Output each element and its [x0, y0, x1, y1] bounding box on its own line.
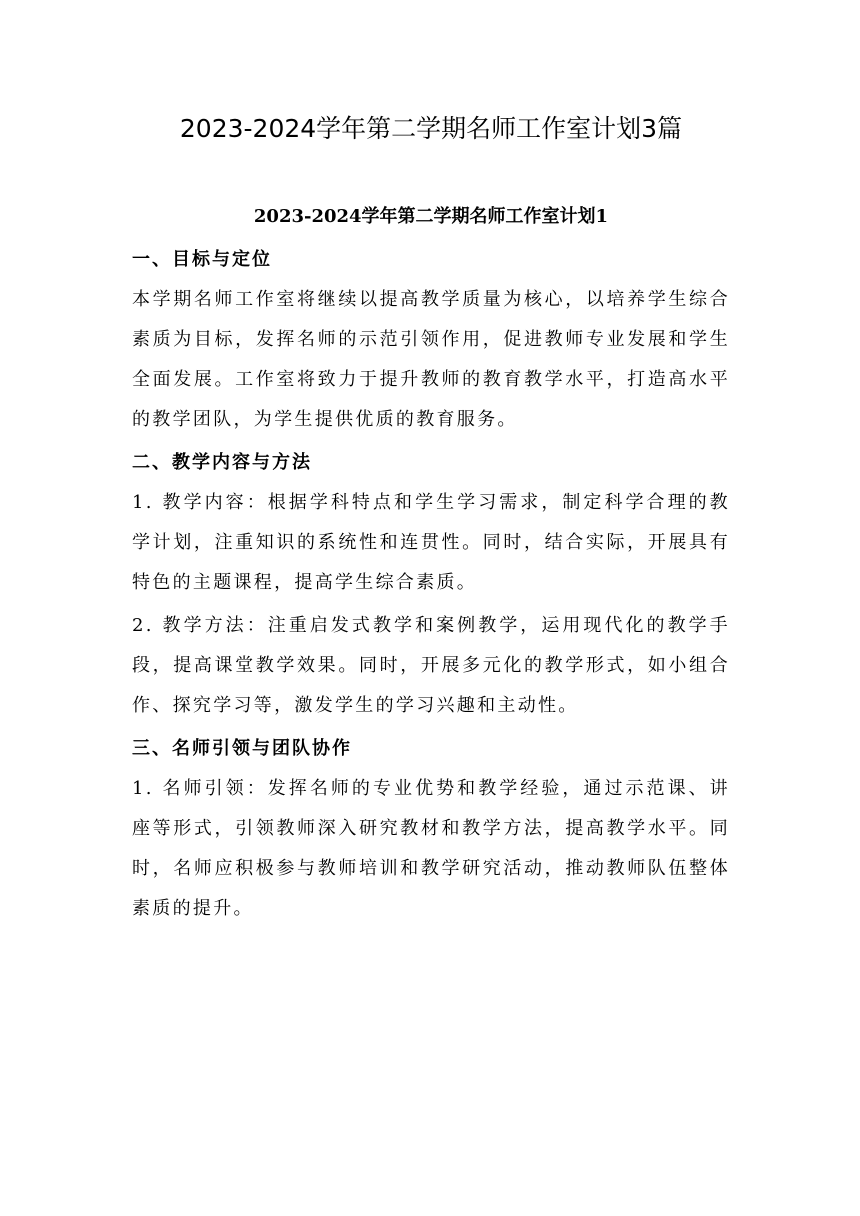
document-title: 2023-2024学年第二学期名师工作室计划3篇 — [179, 114, 683, 143]
paragraph-leadership: 1. 名师引领：发挥名师的专业优势和教学经验，通过示范课、讲座等形式，引领教师深入研究教材和教学方法，提高教学水平。同时，名师应积极参与教师培训和教学研究活动，推动教师队伍整体素质的提升。 — [132, 778, 730, 919]
section-heading-leadership: 三、名师引领与团队协作 — [132, 738, 352, 759]
paragraph-teaching-method: 2. 教学方法：注重启发式教学和案例教学，运用现代化的教学手段，提高课堂教学效果。同时，开展多元化的教学形式，如小组合作、探究学习等，激发学生的学习兴趣和主动性。 — [132, 615, 730, 716]
paragraph-goals: 本学期名师工作室将继续以提高教学质量为核心，以培养学生综合素质为目标，发挥名师的示范引领作用，促进教师专业发展和学生全面发展。工作室将致力于提升教师的教育教学水平，打造高水平的教学团队，为学生提供优质的教育服务。 — [132, 289, 730, 430]
section-heading-teaching: 二、教学内容与方法 — [132, 452, 312, 473]
plan-subtitle: 2023-2024学年第二学期名师工作室计划1 — [253, 206, 609, 227]
section-heading-goals: 一、目标与定位 — [132, 249, 272, 270]
paragraph-teaching-content: 1. 教学内容：根据学科特点和学生学习需求，制定科学合理的教学计划，注重知识的系统性和连贯性。同时，结合实际，开展具有特色的主题课程，提高学生综合素质。 — [132, 492, 730, 593]
